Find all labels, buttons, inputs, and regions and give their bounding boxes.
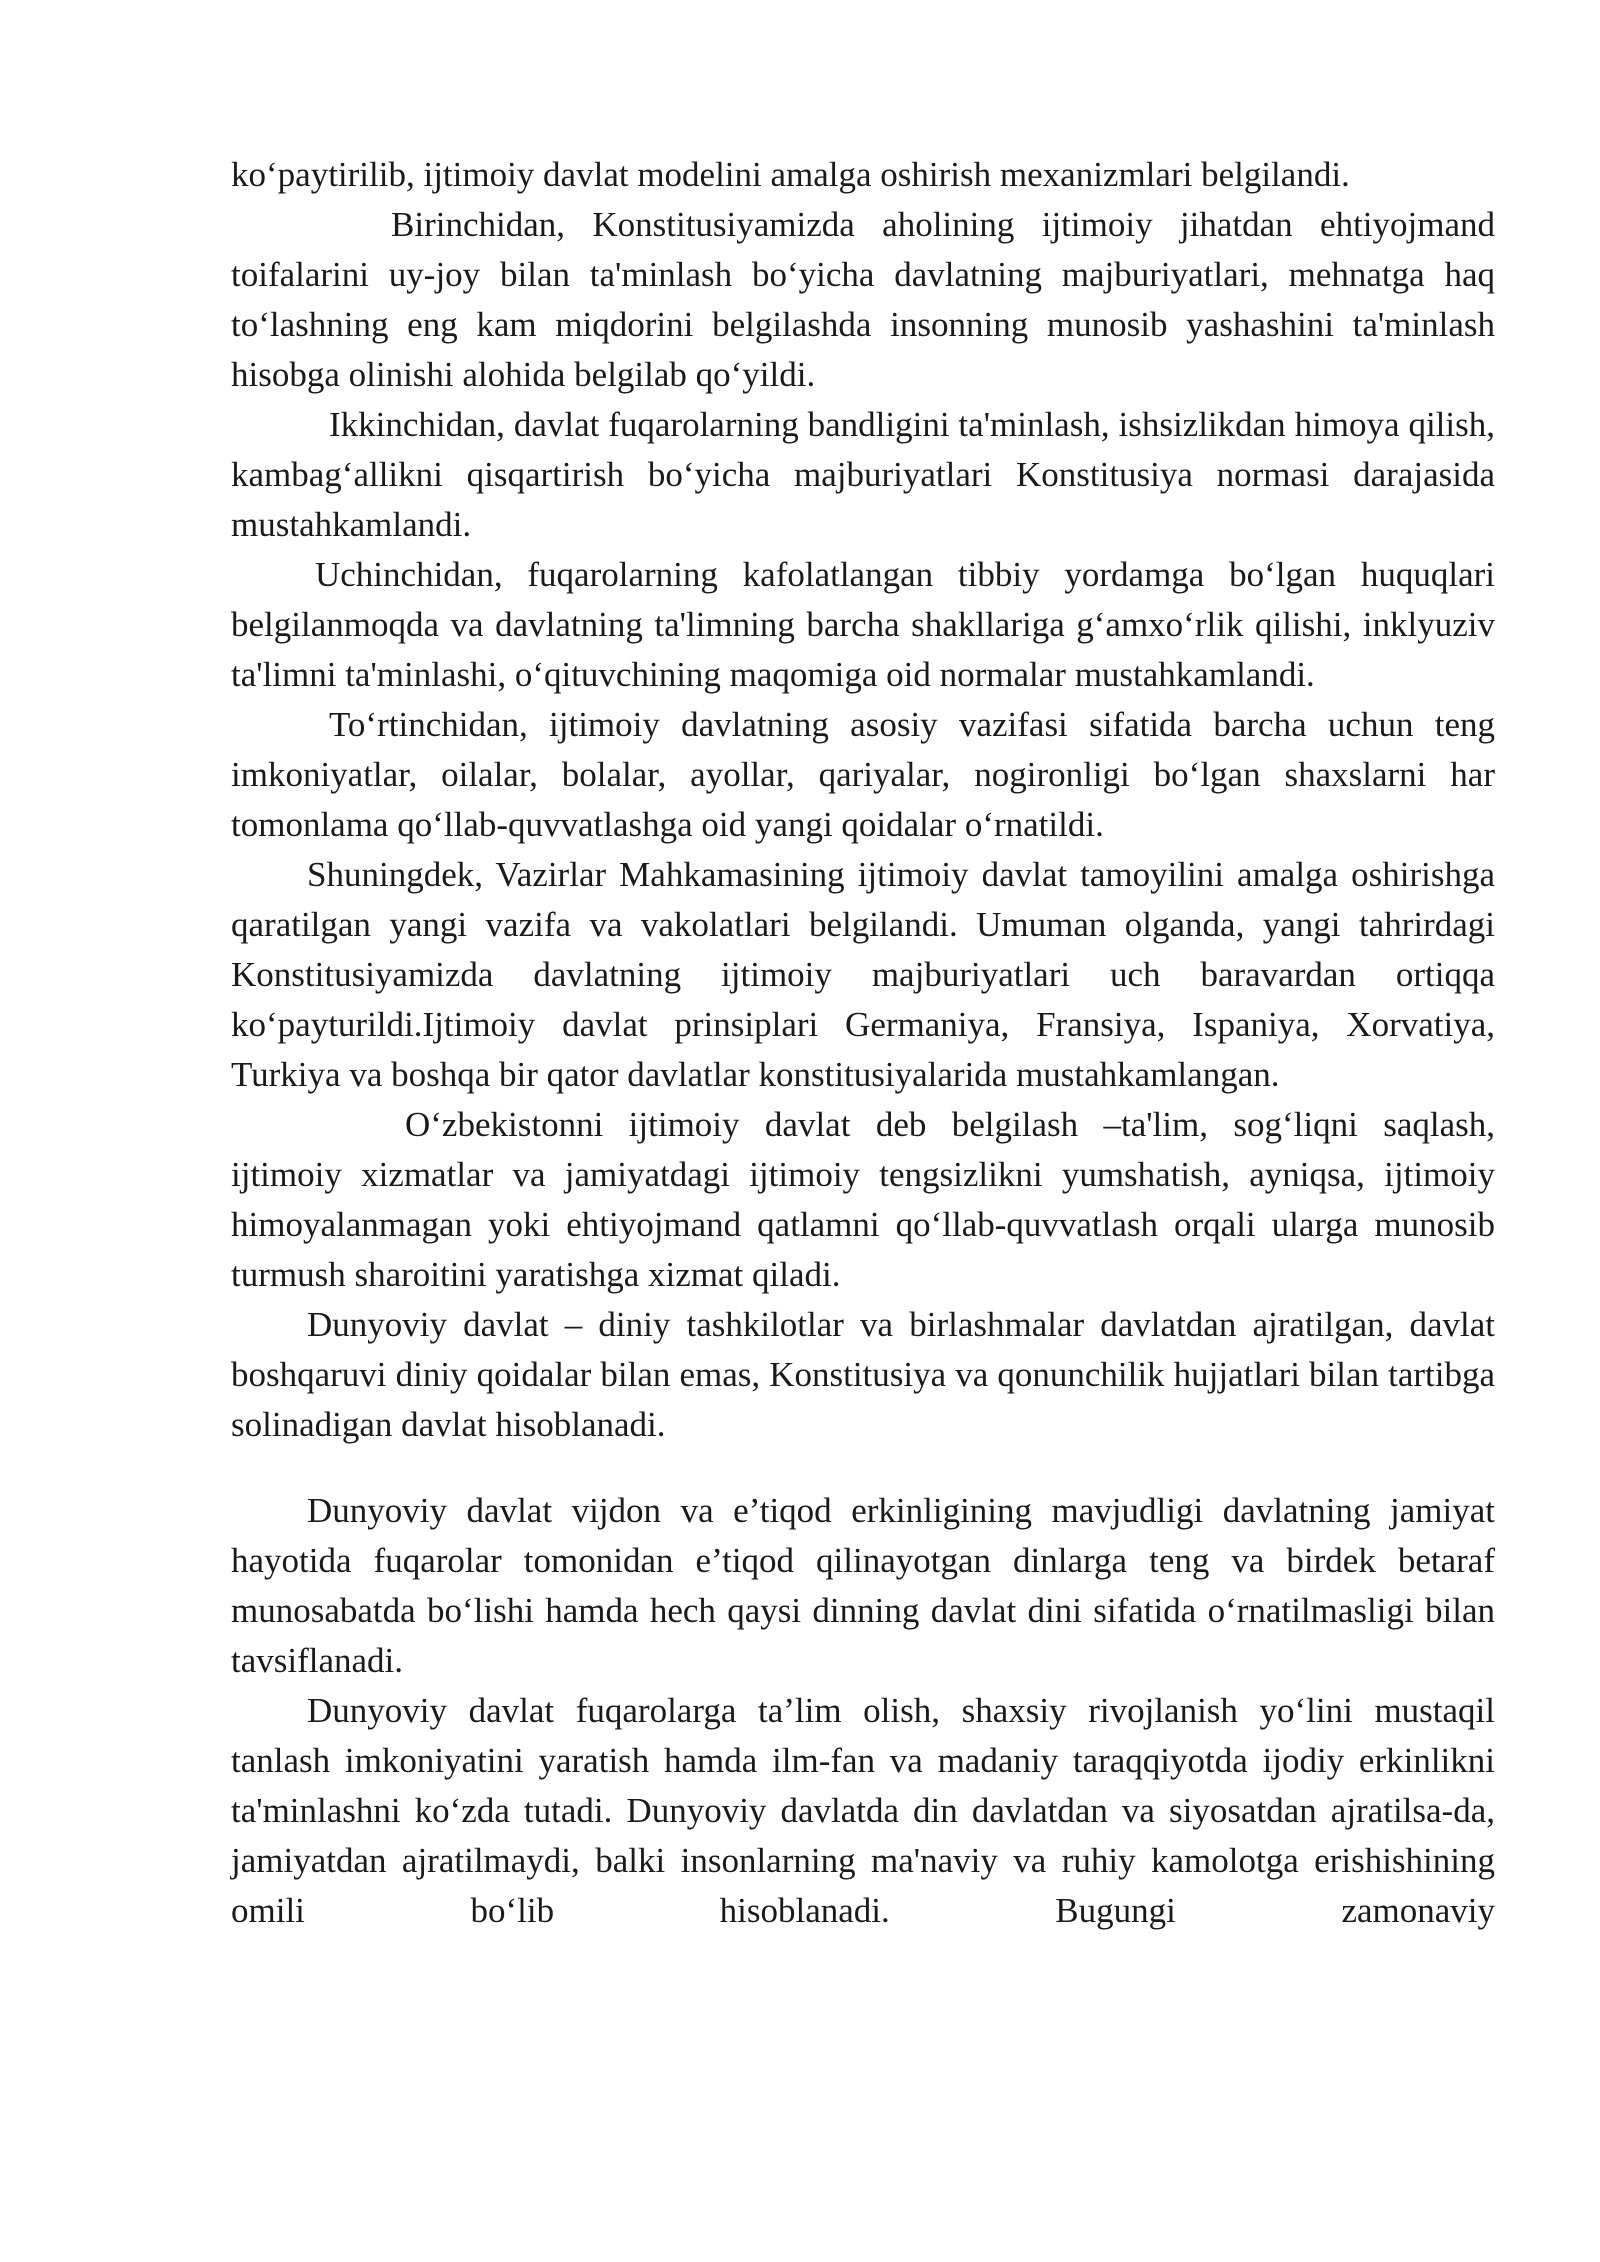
paragraph-ozbekistonni: O‘zbekistonni ijtimoiy davlat deb belgilash –ta'lim, sog‘liqni saqlash, ijtimoiy xizmatlar va jamiyatdagi ijtimoiy tengsizlikni yumshatish, ayniqsa, ijtimoiy himoyalanmagan yoki ehtiyojmand qatlamni qo‘llab-quvvatlash orqali ularga munosib turmush sharoitini yaratishga xizmat qiladi. [231,1105,1495,1294]
paragraph-dunyoviy-definition: Dunyoviy davlat – diniy tashkilotlar va birlashmalar davlatdan ajratilgan, davlat boshqaruvi diniy qoidalar bilan emas, Konstitusiya va qonunchilik hujjatlari bilan tartibga solinadigan davlat hisoblanadi. [231,1305,1495,1444]
paragraph-continuation: ko‘paytirilib, ijtimoiy davlat modelini amalga oshirish mexanizmlari belgilandi. [231,155,1350,194]
paragraph-tortinchidan: To‘rtinchidan, ijtimoiy davlatning asosiy vazifasi sifatida barcha uchun teng imkoniyatlar, oilalar, bolalar, ayollar, qariyalar, nogironligi bo‘lgan shaxslarni har tomonlama qo‘llab-quvvatlashga oid yangi qoidalar o‘rnatildi. [231,705,1495,844]
paragraph-shuningdek: Shuningdek, Vazirlar Mahkamasining ijtimoiy davlat tamoyilini amalga oshirishga qaratilgan yangi vazifa va vakolatlari belgilandi. Umuman olganda, yangi tahrirdagi Konstitusiyamizda davlatning ijtimoiy majburiyatlari uch baravardan ortiqqa ko‘payturildi.Ijtimoiy davlat prinsiplari Germaniya, Fransiya, Ispaniya, Xorvatiya, Turkiya va boshqa bir qator davlatlar konstitusiyalarida mustahkamlangan. [231,855,1495,1094]
document-body [231,150,1495,1936]
paragraph-ikkinchidan: Ikkinchidan, davlat fuqarolarning bandligini ta'minlash, ishsizlikdan himoya qilish, kambag‘allikni qisqartirish bo‘yicha majburiyatlari Konstitusiya normasi darajasida mustahkamlandi. [231,405,1495,544]
paragraph-uchinchidan: Uchinchidan, fuqarolarning kafolatlangan tibbiy yordamga bo‘lgan huquqlari belgilanmoqda va davlatning ta'limning barcha shakllariga g‘amxo‘rlik qilishi, inklyuziv ta'limni ta'minlashi, o‘qituvchining maqomiga oid normalar mustahkamlandi. [231,555,1495,694]
paragraph-birinchidan: Birinchidan, Konstitusiyamizda aholining ijtimoiy jihatdan ehtiyojmand toifalarini uy-joy bilan ta'minlash bo‘yicha davlatning majburiyatlari, mehnatga haq to‘lashning eng kam miqdorini belgilashda insonning munosib yashashini ta'minlash hisobga olinishi alohida belgilab qo‘yildi. [231,205,1495,394]
paragraph-dunyoviy-talim: Dunyoviy davlat fuqarolarga ta’lim olish, shaxsiy rivojlanish yo‘lini mustaqil tanlash imkoniyatini yaratish hamda ilm-fan va madaniy taraqqiyotda ijodiy erkinlikni ta'minlashni ko‘zda tutadi. Dunyoviy davlatda din davlatdan va siyosatdan ajratilsa-da, jamiyatdan ajratilmaydi, balki insonlarning ma'naviy va ruhiy kamolotga erishishining omili bo‘lib hisoblanadi. Bugungi zamonaviy [231,1691,1495,1930]
paragraph-dunyoviy-vijdon: Dunyoviy davlat vijdon va e’tiqod erkinligining mavjudligi davlatning jamiyat hayotida fuqarolar tomonidan e’tiqod qilinayotgan dinlarga teng va birdek betaraf munosabatda bo‘lishi hamda hech qaysi dinning davlat dini sifatida o‘rnatilmasligi bilan tavsiflanadi. [231,1491,1495,1680]
